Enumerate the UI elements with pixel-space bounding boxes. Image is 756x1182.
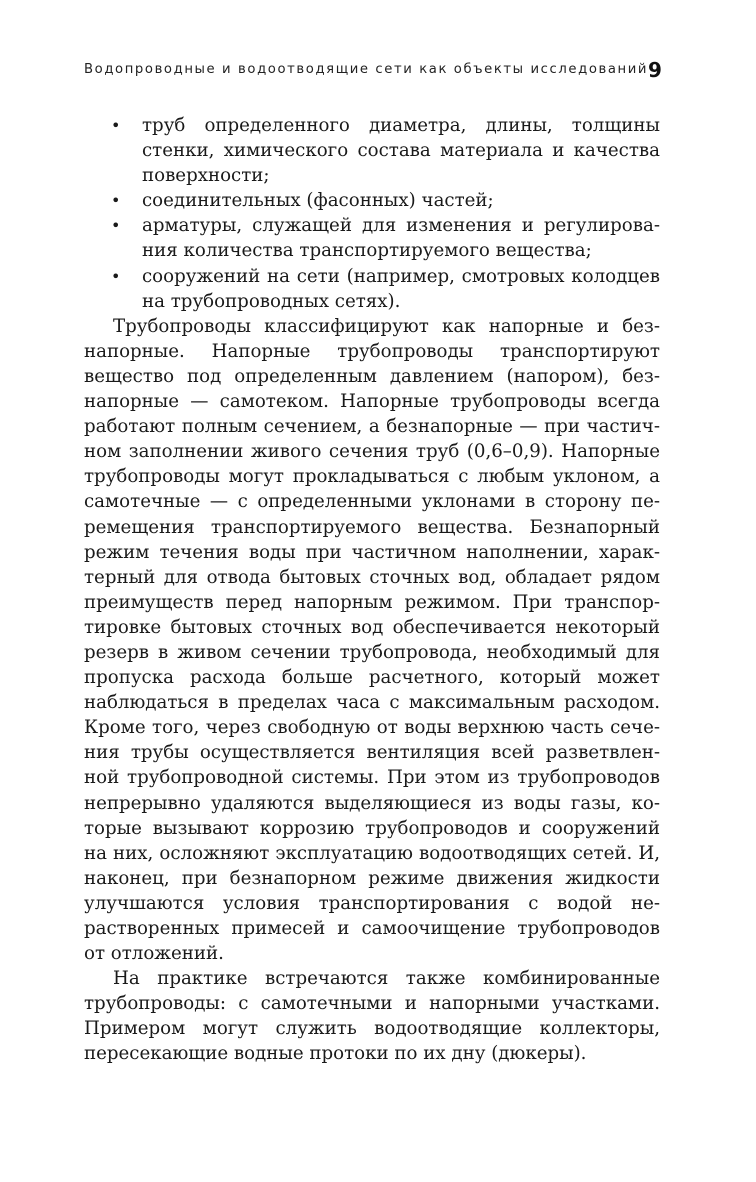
list-item	[84, 264, 660, 314]
bullet-icon: •	[111, 116, 121, 135]
bullet-icon: •	[111, 266, 121, 286]
page-number: 9	[648, 58, 662, 82]
body-paragraph: На практике встречаются также комбинированные трубопроводы: с самотечными и напорными участками. Примером могут служить водоотводящие коллекторы, пересекающие водные протоки по их дну (дюкеры).	[84, 968, 660, 1065]
list-item	[84, 188, 660, 213]
bullet-icon: •	[111, 216, 121, 236]
list-item-text: сооружений на сети (например, смотровых колодцев на трубопроводных сетях).	[142, 265, 660, 312]
list-item	[84, 213, 660, 263]
list-item-text: соединительных (фасонных) частей;	[142, 190, 494, 212]
bullet-list	[84, 113, 660, 314]
page-body	[84, 113, 660, 1067]
list-item-text: арматуры, служащей для изменения и регулирования количества транспортируемого вещества;	[142, 215, 660, 262]
list-item	[84, 113, 660, 188]
list-item-text: труб определенного диаметра, длины, толщины стенки, химического состава материала и качества поверхности;	[142, 115, 660, 187]
running-title: Водопроводные и водоотводящие сети как объекты исследований	[84, 62, 649, 77]
body-paragraph: Трубопроводы классифицируют как напорные и безнапорные. Напорные трубопроводы транспортируют вещество под определенным давлением (напором), безнапорные — самотеком. Напорные трубопроводы всегда работают полным сечением, а безнапорные — при частичном заполнении живого сечения труб (0,6–0,9). Напорные трубопроводы могут прокладываться с любым уклоном, а самотечные — с определенными уклонами в сторону перемещения транспортируемого вещества. Безнапорный режим течения воды при частичном наполнении, характерный для отвода бытовых сточных вод, обладает рядом преимуществ перед напорным режимом. При транспортировке бытовых сточных вод обеспечивается некоторый резерв в живом сечении трубопровода, необходимый для пропуска расхода больше расчетного, который может наблюдаться в пределах часа с максимальным расходом. Кроме того, через свободную от воды верхнюю часть сечения трубы осуществляется вентиляция всей разветвленной трубопроводной системы. При этом из трубопроводов непрерывно удаляются выделяющиеся из воды газы, которые вызывают коррозию трубопроводов и сооружений на них, осложняют эксплуатацию водоотводящих сетей. И, наконец, при безнапорном режиме движения жидкости улучшаются условия транспортирования с водой нерастворенных примесей и самоочищение трубопроводов от отложений.	[84, 315, 660, 965]
bullet-icon: •	[111, 191, 121, 211]
